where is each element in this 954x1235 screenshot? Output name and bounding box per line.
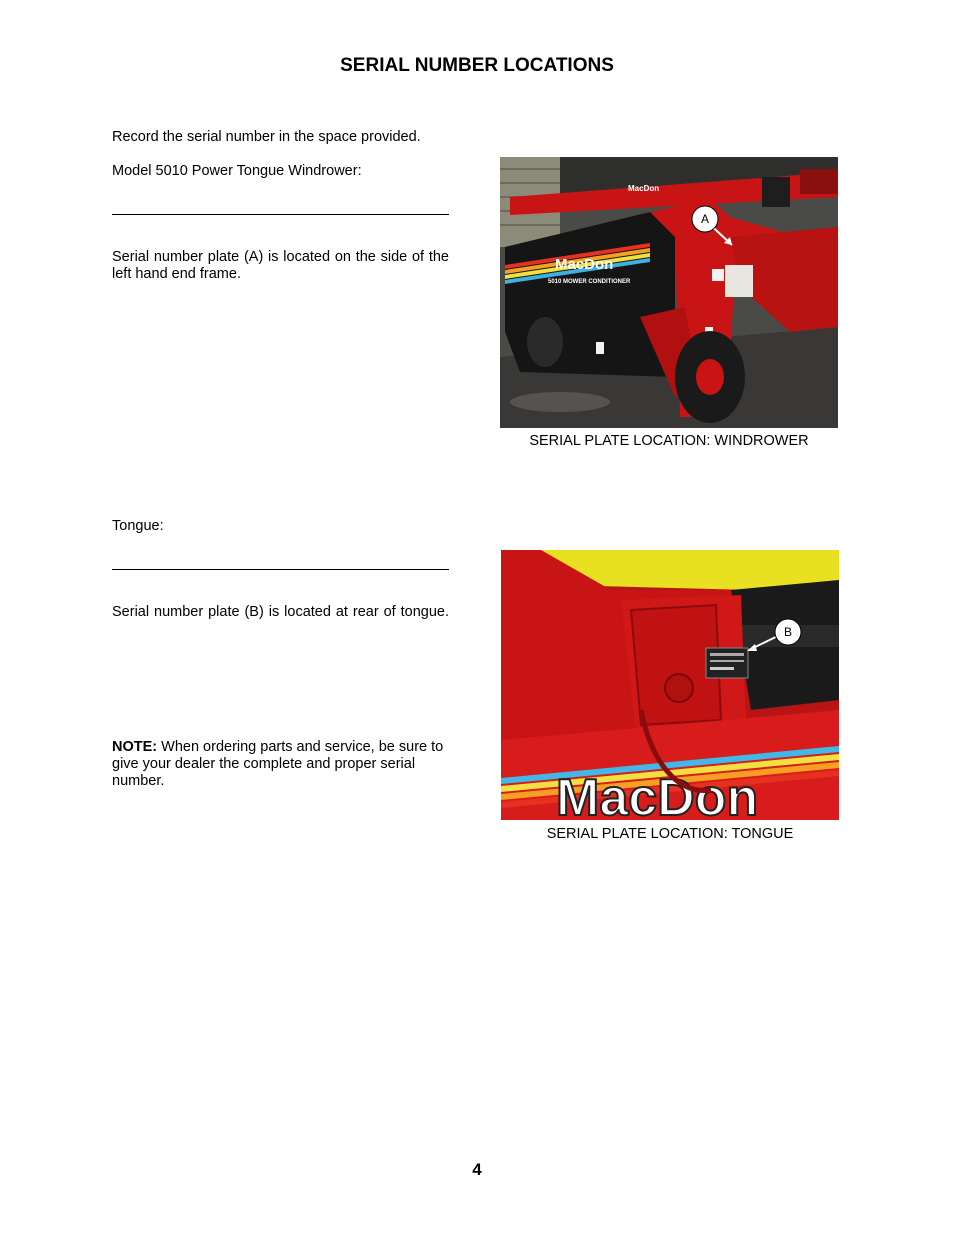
tongue-label: Tongue: (112, 518, 164, 534)
housing-brand-text: MacDon (555, 256, 614, 273)
windrower-caption: SERIAL PLATE LOCATION: WINDROWER (529, 433, 809, 449)
tongue-caption: SERIAL PLATE LOCATION: TONGUE (546, 826, 794, 842)
tongue-plate-text: Serial number plate (B) is located at rear of tongue. (112, 604, 449, 620)
tongue-serial-blank (112, 569, 449, 570)
windrower-photo (500, 157, 838, 428)
tongue-brand-text: MacDon (556, 769, 759, 820)
note-label: NOTE: (112, 739, 158, 755)
housing-subtext: 5010 MOWER CONDITIONER (548, 279, 631, 285)
tongue-photo-drawing (501, 550, 839, 820)
windrower-plate-text: Serial number plate (A) is located on the side of the left hand end frame. (112, 249, 449, 282)
note-paragraph (112, 739, 449, 790)
note-text: When ordering parts and service, be sure to give your dealer the complete and proper serial number. (112, 739, 444, 789)
serial-plate (706, 648, 748, 678)
windrower-photo-drawing (500, 157, 838, 428)
page-title: SERIAL NUMBER LOCATIONS (340, 55, 614, 76)
model-label: Model 5010 Power Tongue Windrower: (112, 163, 362, 179)
callout-a-label: A (700, 212, 710, 226)
callout-b-label: B (783, 625, 793, 639)
intro-text: Record the serial number in the space provided. (112, 129, 421, 145)
warning-decal (725, 265, 753, 297)
tongue-plate-text-line1 (112, 604, 449, 621)
windrower-serial-blank (112, 214, 449, 215)
page-number: 4 (472, 1160, 482, 1179)
top-brand-text: MacDon (628, 184, 660, 193)
tongue-photo (501, 550, 839, 820)
